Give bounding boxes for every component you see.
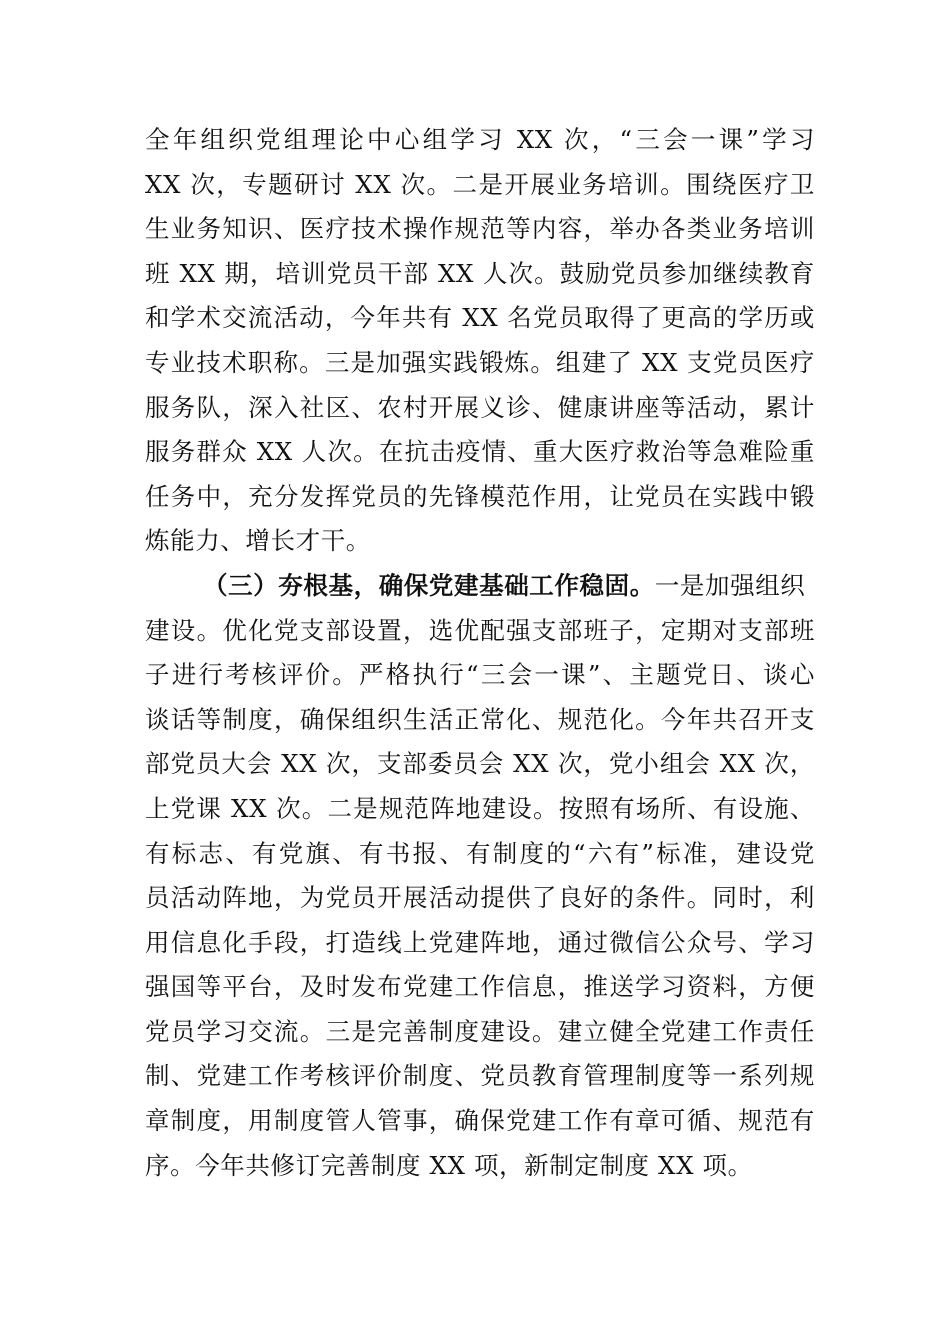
- text-line: 谈话等制度，确保组织生活正常化、规范化。今年共召开支: [145, 704, 815, 734]
- text-line: 章制度，用制度管人管事，确保党建工作有章可循、规范有: [145, 1106, 815, 1136]
- text-line: 班 XX 期，培训党员干部 XX 人次。鼓励党员参加继续教育: [145, 258, 815, 288]
- text-line: 序。今年共修订完善制度 XX 项，新制定制度 XX 项。: [145, 1150, 753, 1180]
- section-heading: （三）夯根基，确保党建基础工作稳固。: [203, 570, 655, 600]
- text-line: 员活动阵地，为党员开展活动提供了良好的条件。同时，利: [145, 883, 815, 913]
- text-line: 有标志、有党旗、有书报、有制度的“六有”标准，建设党: [145, 838, 815, 868]
- text-line: 用信息化手段，打造线上党建阵地，通过微信公众号、学习: [145, 927, 815, 957]
- paragraph-2: [145, 564, 815, 1188]
- text-line: 生业务知识、医疗技术操作规范等内容，举办各类业务培训: [145, 214, 815, 244]
- text-line: 服务队，深入社区、农村开展义诊、健康讲座等活动，累计: [145, 392, 815, 422]
- text-line: XX 次，专题研讨 XX 次。二是开展业务培训。围绕医疗卫: [145, 169, 815, 199]
- text-line: 制、党建工作考核评价制度、党员教育管理制度等一系列规: [145, 1061, 815, 1091]
- text-line: 和学术交流活动，今年共有 XX 名党员取得了更高的学历或: [145, 303, 815, 333]
- heading-line-rest: 一是加强组织: [654, 570, 806, 600]
- text-line: 炼能力、增长才干。: [145, 526, 371, 556]
- text-line: [145, 564, 815, 609]
- text-line: 任务中，充分发挥党员的先锋模范作用，让党员在实践中锻: [145, 481, 815, 511]
- text-line: 强国等平台，及时发布党建工作信息，推送学习资料，方便: [145, 972, 815, 1002]
- paragraph-1: [145, 118, 815, 564]
- text-line: 全年组织党组理论中心组学习 XX 次，“三会一课”学习: [145, 125, 815, 154]
- text-line: 建设。优化党支部设置，选优配强支部班子，定期对支部班: [145, 615, 815, 645]
- text-line: 服务群众 XX 人次。在抗击疫情、重大医疗救治等急难险重: [145, 437, 815, 467]
- text-line: 党员学习交流。三是完善制度建设。建立健全党建工作责任: [145, 1016, 815, 1046]
- text-line: 专业技术职称。三是加强实践锻炼。组建了 XX 支党员医疗: [145, 347, 815, 377]
- text-line: 子进行考核评价。严格执行“三会一课”、主题党日、谈心: [145, 660, 815, 690]
- body-text: [145, 118, 815, 1188]
- text-line: 上党课 XX 次。二是规范阵地建设。按照有场所、有设施、: [145, 793, 815, 823]
- text-line: 部党员大会 XX 次，支部委员会 XX 次，党小组会 XX 次，: [145, 749, 815, 779]
